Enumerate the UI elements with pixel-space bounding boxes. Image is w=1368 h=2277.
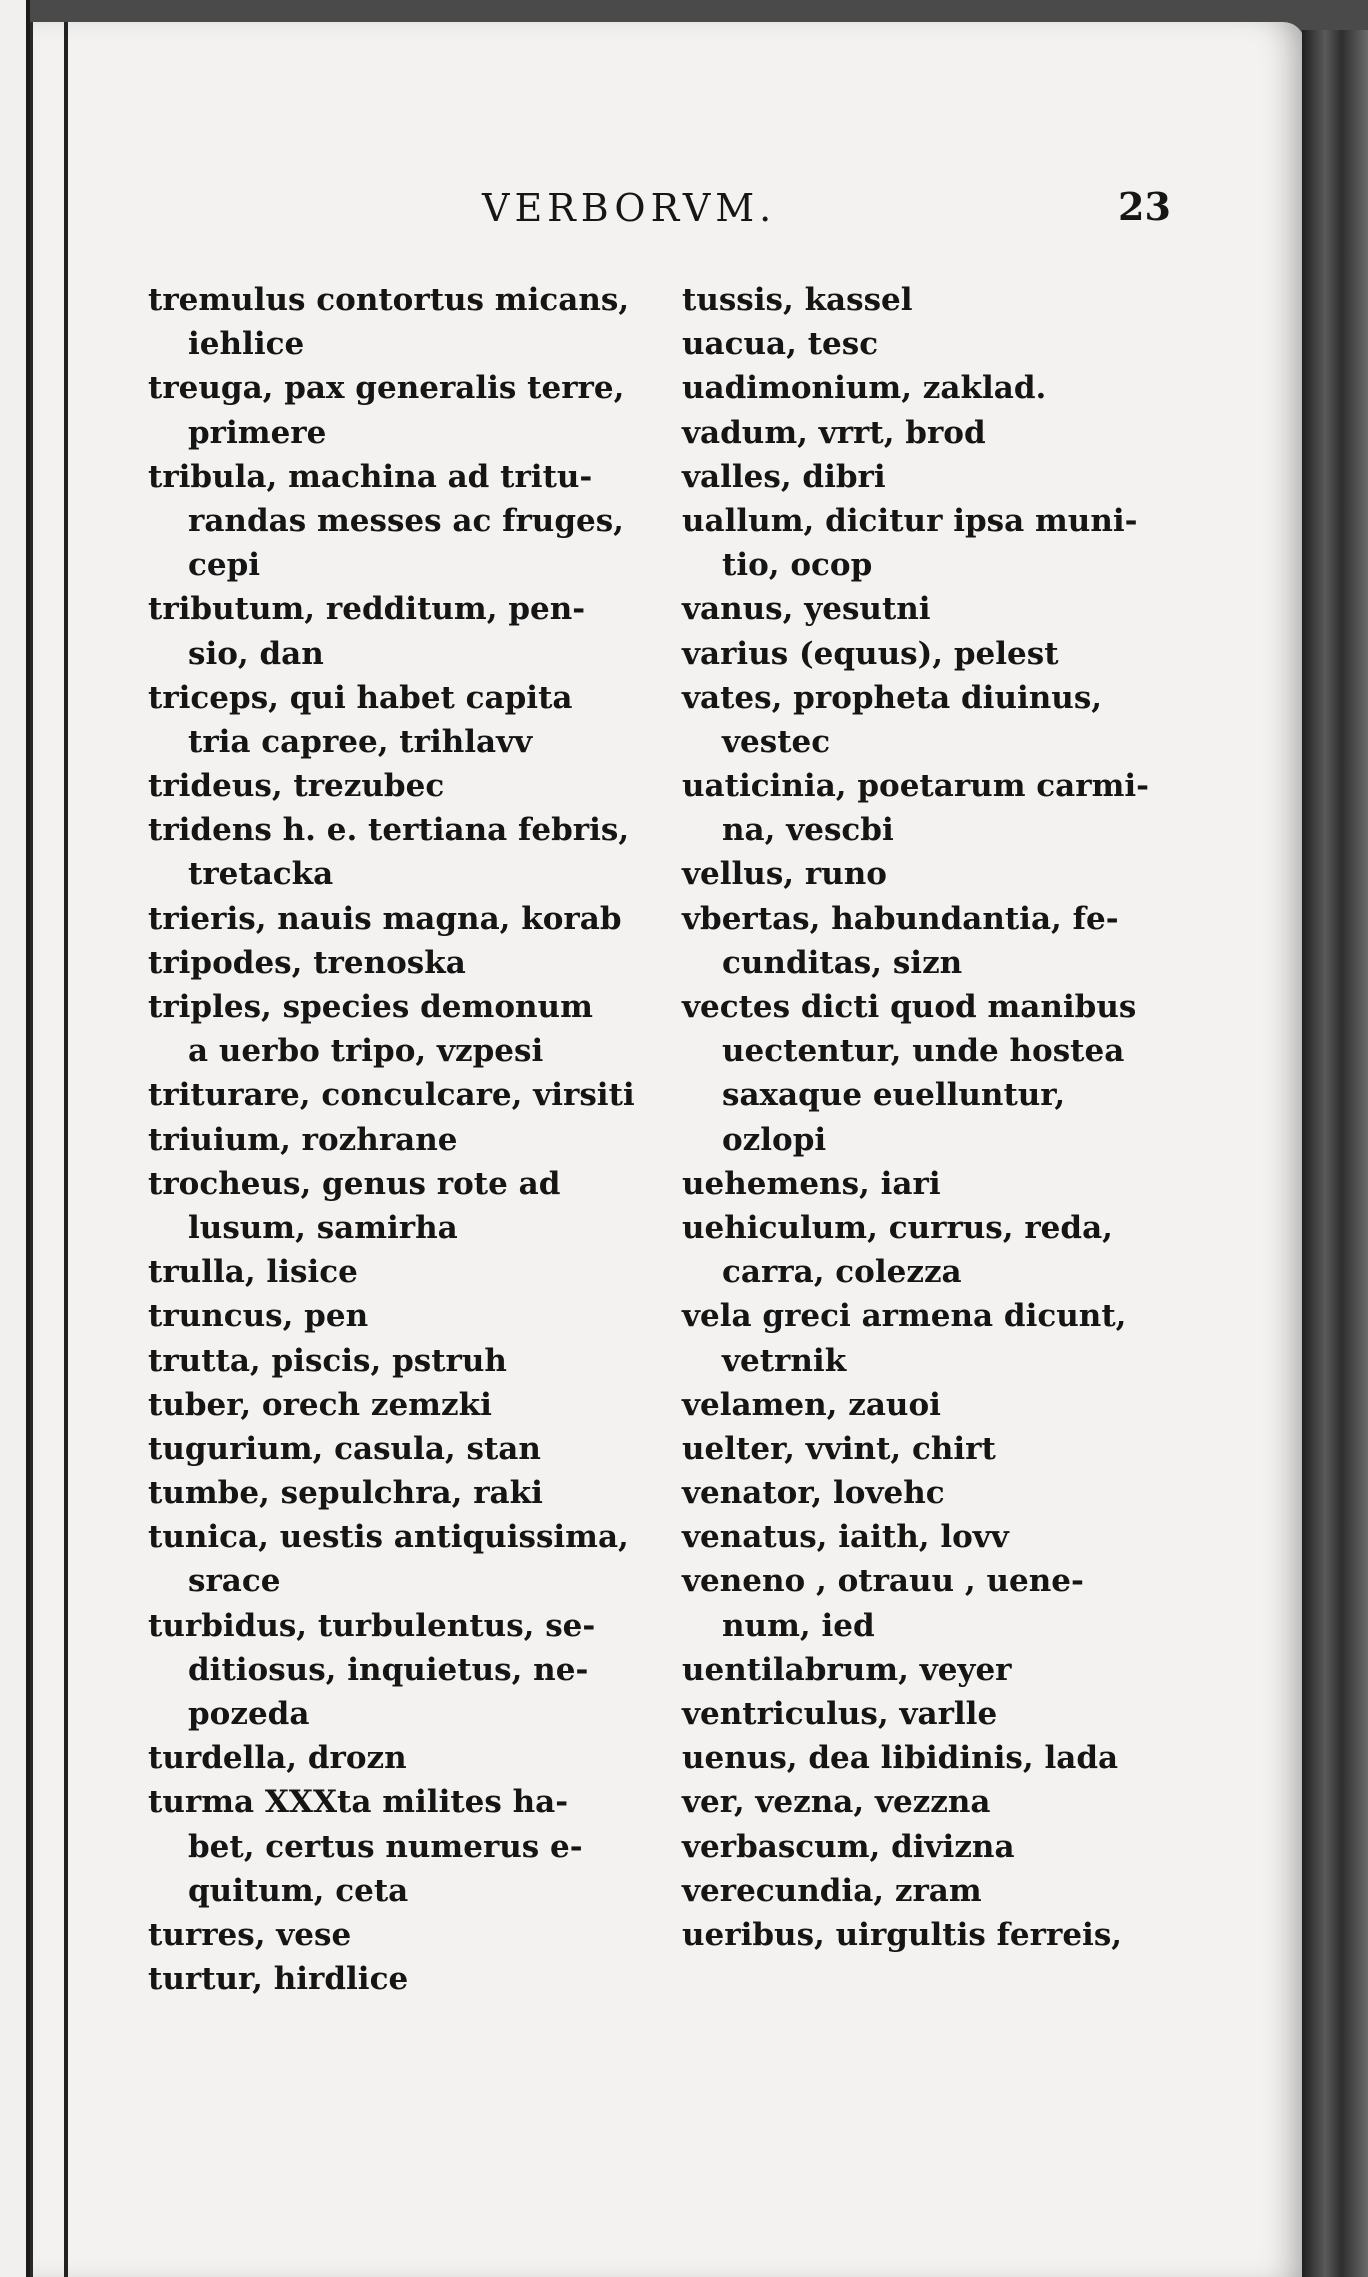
dictionary-line: tripodes, trenoska [148,944,466,981]
dictionary-line: uadimonium, zaklad. [682,370,1047,407]
dictionary-line: tridens h. e. tertiana febris, [148,812,630,849]
dictionary-line: uacua, tesc [682,326,879,363]
dictionary-line: tremulus contortus micans, [148,282,630,318]
dictionary-line: uelter, vvint, chirt [682,1430,996,1467]
dictionary-line: cepi [188,547,261,584]
dictionary-line: trulla, lisice [148,1254,358,1291]
dictionary-line: vellus, runo [682,856,887,893]
dictionary-line: srace [188,1563,281,1600]
dictionary-line: triturare, conculcare, virsiti [148,1077,635,1114]
dictionary-line: ver, vezna, vezzna [682,1784,991,1821]
left-column [148,278,648,2001]
dictionary-line: triples, species demonum [148,989,593,1025]
dictionary-line: iehlice [188,326,305,363]
dictionary-line: trocheus, genus rote ad [148,1165,561,1202]
dictionary-line: valles, dibri [682,458,886,495]
dictionary-line: uectentur, unde hostea [722,1033,1125,1070]
dictionary-line: tuber, orech zemzki [148,1386,492,1423]
dictionary-line: ueribus, uirgultis ferreis, [682,1916,1123,1953]
dictionary-line: uallum, dicitur ipsa muni- [682,502,1138,539]
dictionary-line: triuium, rozhrane [148,1121,458,1158]
dictionary-line: pozeda [188,1696,310,1732]
dictionary-line: vbertas, habundantia, fe- [682,900,1119,937]
dictionary-line: truncus, pen [148,1298,369,1335]
dictionary-line: uenus, dea libidinis, lada [682,1740,1119,1777]
dictionary-line: ventriculus, varlle [682,1696,998,1732]
dictionary-line: primere [188,414,327,451]
dictionary-line: verecundia, zram [682,1872,982,1909]
dictionary-line: saxaque euelluntur, [722,1077,1066,1114]
dictionary-line: vela greci armena dicunt, [682,1298,1127,1335]
dictionary-line: ozlopi [722,1121,827,1158]
dictionary-line: tria capree, trihlavv [188,723,533,760]
dictionary-line: lusum, samirha [188,1209,458,1246]
dictionary-line: venatus, iaith, lovv [682,1519,1009,1556]
dictionary-line: venator, lovehc [682,1475,945,1512]
dictionary-line: tretacka [188,856,334,893]
dictionary-line: ditiosus, inquietus, ne- [188,1651,589,1688]
dictionary-line: verbascum, divizna [682,1828,1015,1865]
page-number: 23 [1118,184,1171,229]
dictionary-line: trideus, trezubec [148,768,445,805]
dictionary-line: vestec [722,723,831,760]
dictionary-line: tunica, uestis antiquissima, [148,1519,629,1556]
dictionary-line: a uerbo tripo, vzpesi [188,1033,544,1070]
dictionary-line: turma XXXta milites ha- [148,1784,569,1821]
dictionary-line: turbidus, turbulentus, se- [148,1607,596,1644]
dictionary-line: trutta, piscis, pstruh [148,1342,507,1379]
dictionary-line: randas messes ac fruges, [188,502,624,539]
dictionary-line: uehemens, iari [682,1165,941,1202]
dictionary-line: turdella, drozn [148,1740,407,1777]
right-column [682,278,1182,1957]
dictionary-line: quitum, ceta [188,1872,409,1909]
dictionary-line: turtur, hirdlice [148,1961,409,1998]
page-block-edge [1302,30,1368,2277]
dictionary-line: uehiculum, currus, reda, [682,1209,1113,1246]
dictionary-line: triceps, qui habet capita [148,679,573,716]
dictionary-line: vadum, vrrt, brod [682,414,986,451]
previous-page-edge [0,0,30,2277]
dictionary-line: tribula, machina ad tritu- [148,458,593,495]
dictionary-line: turres, vese [148,1916,352,1953]
dictionary-line: tributum, redditum, pen- [148,591,586,628]
dictionary-line: bet, certus numerus e- [188,1828,583,1865]
dictionary-line: tugurium, casula, stan [148,1430,541,1467]
dictionary-line: uaticinia, poetarum carmi- [682,768,1150,805]
dictionary-line: vectes dicti quod manibus [682,989,1137,1025]
dictionary-line: velamen, zauoi [682,1386,941,1423]
dictionary-line: vanus, yesutni [682,591,931,628]
dictionary-line: sio, dan [188,635,324,672]
dictionary-line: veneno , otrauu , uene- [682,1563,1084,1600]
dictionary-line: vetrnik [722,1342,847,1379]
dictionary-line: cunditas, sizn [722,944,963,981]
dictionary-line: na, vescbi [722,812,894,849]
dictionary-line: carra, colezza [722,1254,962,1291]
dictionary-line: tussis, kassel [682,282,913,318]
dictionary-line: tio, ocop [722,547,873,584]
dictionary-line: vates, propheta diuinus, [682,679,1103,716]
dictionary-line: tumbe, sepulchra, raki [148,1475,543,1512]
dictionary-line: uentilabrum, veyer [682,1651,1012,1688]
dictionary-line: treuga, pax generalis terre, [148,370,625,407]
dictionary-line: trieris, nauis magna, korab [148,900,622,937]
running-title: VERBORVM. [482,186,777,230]
gutter-shadow [64,22,68,2277]
dictionary-line: num, ied [722,1607,875,1644]
dictionary-line: varius (equus), pelest [682,635,1059,672]
